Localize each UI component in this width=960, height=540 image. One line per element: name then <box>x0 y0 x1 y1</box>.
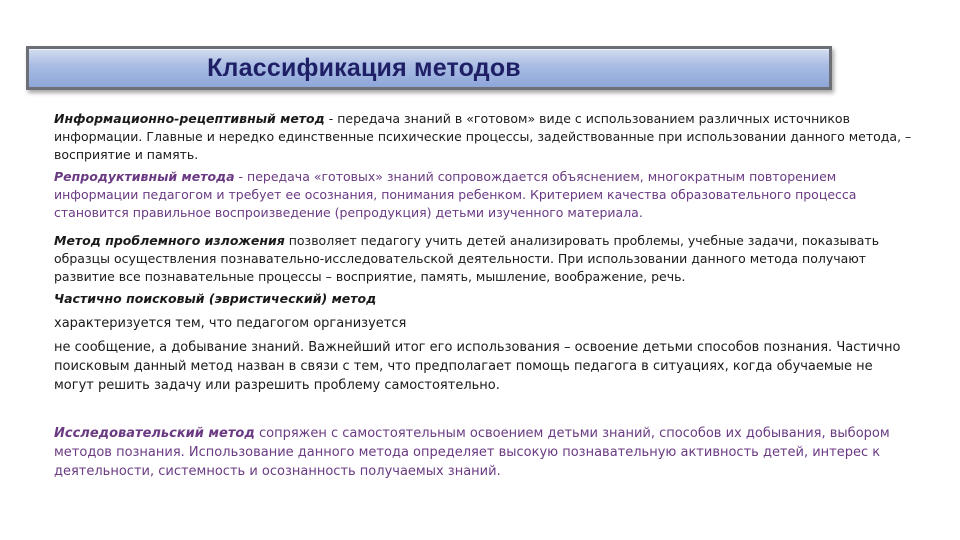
method-term: Информационно-рецептивный метод <box>54 111 325 126</box>
method-description: - передача «готовых» знаний сопровождается объяснением, многократным повторением информации педагогом и требует ее осознания, понимания ребенком. Критерием качества образовательного процесса становится правильное воспроизведение (репродукция) детьми изученного материала. <box>54 169 857 220</box>
method-description: сопряжен с самостоятельным освоением детьми знаний, способов их добывания, выбором методов познания. Использование данного метода определяет высокую познавательную активность детей, интерес к деятельности, системность и осознанность получаемых знаний. <box>54 426 890 479</box>
paragraph-informational-receptive <box>54 110 914 164</box>
paragraph-heuristic-line1: характеризуется тем, что педагогом организуется <box>54 316 407 331</box>
method-description: - передача знаний в «готовом» виде с использованием различных источников информации. Главные и нередко единственные психические процессы, задействованные при использовании данного метода, – восприятие и память. <box>54 111 912 162</box>
paragraph-heuristic-body: не сообщение, а добывание знаний. Важнейший итог его использования – освоение детьми способов познания. Частично поисковым данный метод назван в связи с тем, что предполагает помощь педагога в ситуациях, когда обучаемые не могут решить задачу или разрешить проблему самостоятельно. <box>54 340 901 393</box>
page-title: Классификация методов <box>207 53 521 82</box>
paragraph-problem-presentation <box>54 232 914 286</box>
paragraph-heuristic-heading <box>54 290 914 308</box>
paragraph-research <box>54 424 914 481</box>
paragraph-reproductive <box>54 168 914 222</box>
method-term: Репродуктивный метода <box>54 169 235 184</box>
method-term: Частично поисковый (эвристический) метод <box>54 291 377 306</box>
method-term: Метод проблемного изложения <box>54 233 285 248</box>
method-term: Исследовательский метод <box>54 426 255 441</box>
title-banner <box>26 46 832 90</box>
method-description: позволяет педагогу учить детей анализировать проблемы, учебные задачи, показывать образцы осуществления познавательно-исследовательской деятельности. При использовании данного метода получают развитие все познавательные процессы – восприятие, память, мышление, воображение, речь. <box>54 233 880 284</box>
